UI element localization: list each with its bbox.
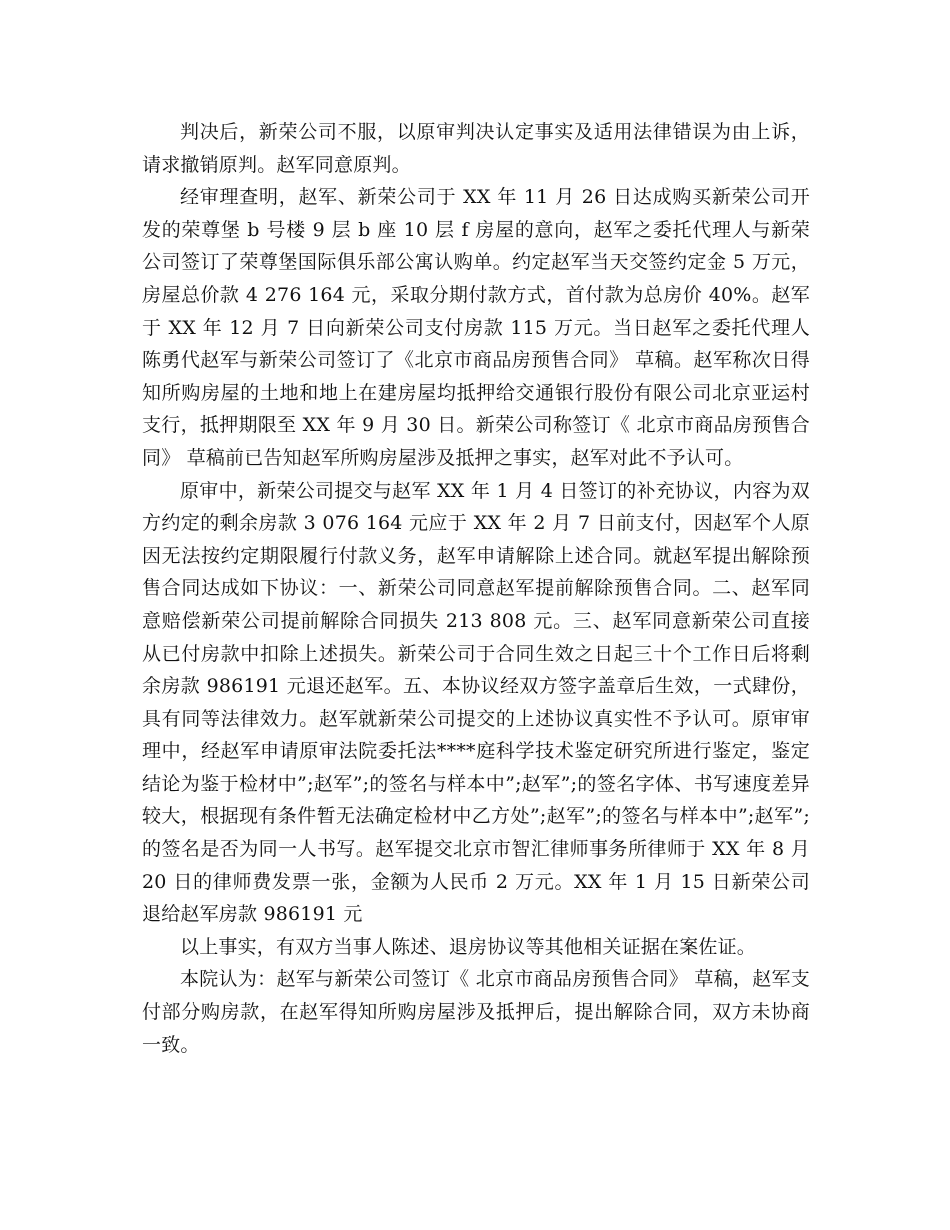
paragraph-original-trial: 原审中，新荣公司提交与赵军 XX 年 1 月 4 日签订的补充协议，内容为双方约定的剩余房款 3 076 164 元应于 XX 年 2 月 7 日前支付，因赵军个人原因无法按约定期限履行付款义务，赵军申请解除上述合同。就赵军提出解除预售合同达成如下协议：一、新荣公司同意赵军提前解除预售合同。二、赵军同意赔偿新荣公司提前解除合同损失 213 808 元。三、赵军同意新荣公司直接从已付房款中扣除上述损失。新荣公司于合同生效之日起三十个工作日后将剩余房款 986191 元退还赵军。五、本协议经双方签字盖章后生效，一式肆份，具有同等法律效力。赵军就新荣公司提交的上述协议真实性不予认可。原审审理中，经赵军申请原审法院委托法****庭科学技术鉴定研究所进行鉴定，鉴定结论为鉴于检材中”;赵军”;的签名与样本中”;赵军”;的签名字体、书写速度差异较大，根据现有条件暂无法确定检材中乙方处”;赵军”;的签名与样本中”;赵军”;的签名是否为同一人书写。赵军提交北京市智汇律师事务所律师于 XX 年 8 月 20 日的律师费发票一张，金额为人民币 2 万元。XX 年 1 月 15 日新荣公司退给赵军房款 986191 元	[142, 479, 810, 926]
paragraph-evidence: 以上事实，有双方当事人陈述、退房协议等其他相关证据在案佐证。	[180, 935, 757, 958]
document-body	[142, 116, 810, 1061]
paragraph-facts-found: 经审理查明，赵军、新荣公司于 XX 年 11 月 26 日达成购买新荣公司开发的荣尊堡 b 号楼 9 层 b 座 10 层 f 房屋的意向，赵军之委托代理人与新荣公司签订了荣尊堡国际俱乐部公寓认购单。约定赵军当天交签约定金 5 万元，房屋总价款 4 276 164 元，采取分期付款方式，首付款为总房价 40%。赵军于 XX 年 12 月 7 日向新荣公司支付房款 115 万元。当日赵军之委托代理人陈勇代赵军与新荣公司签订了《北京市商品房预售合同》 草稿。赵军称次日得知所购房屋的土地和地上在建房屋均抵押给交通银行股份有限公司北京亚运村支行，抵押期限至 XX 年 9 月 30 日。新荣公司称签订《 北京市商品房预售合同》 草稿前已告知赵军所购房屋涉及抵押之事实，赵军对此不予认可。	[142, 186, 810, 469]
paragraph-court-opinion: 本院认为：赵军与新荣公司签订《 北京市商品房预售合同》 草稿，赵军支付部分购房款，在赵军得知所购房屋涉及抵押后，提出解除合同，双方未协商一致。	[142, 968, 810, 1056]
paragraph-appeal: 判决后，新荣公司不服，以原审判决认定事实及适用法律错误为由上诉，请求撤销原判。赵军同意原判。	[142, 121, 810, 176]
